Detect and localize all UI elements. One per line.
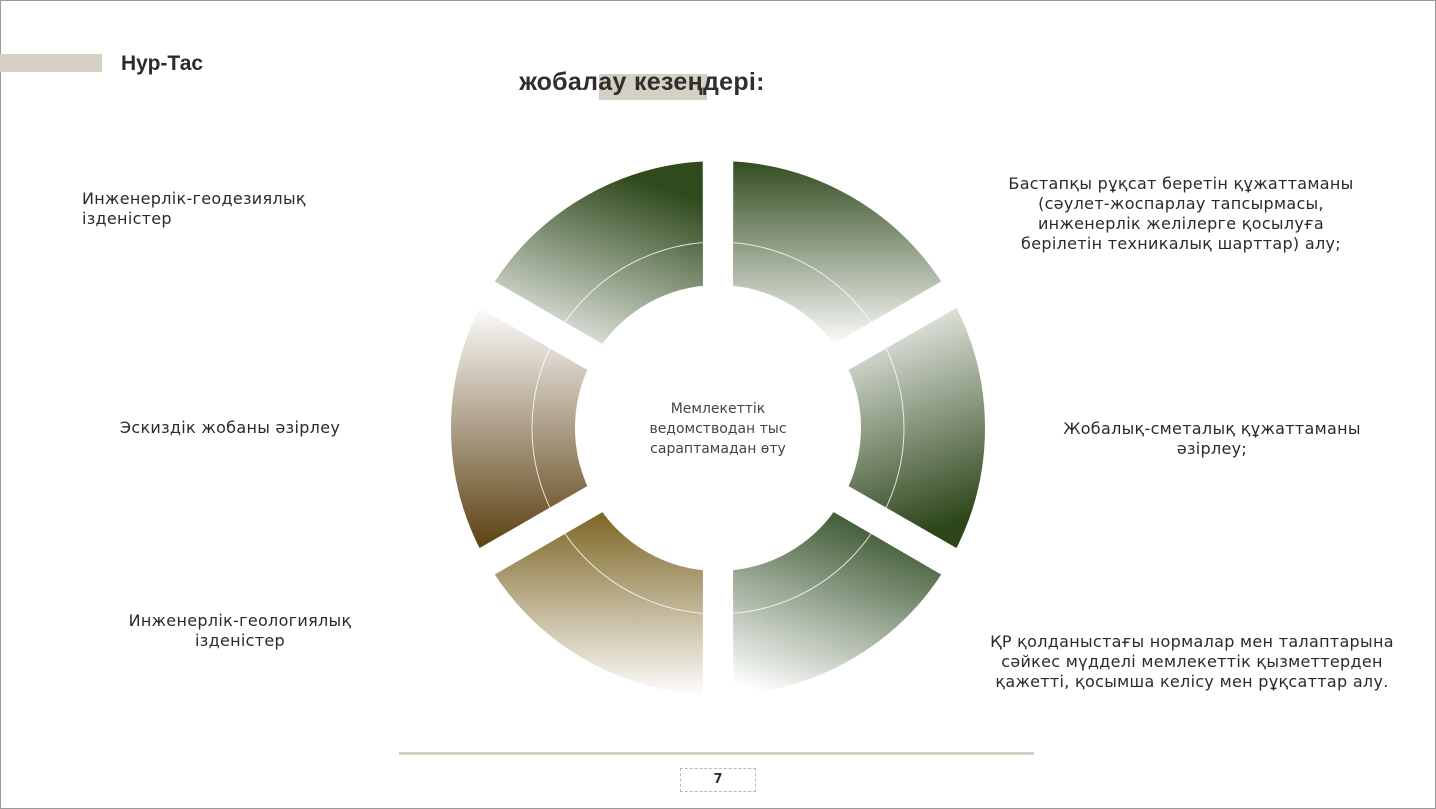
label-geodesy: Инженерлік-геодезиялық ізденістер <box>82 189 306 228</box>
label-permits: Бастапқы рұқсат беретін құжаттаманы (сәулет-жоспарлау тапсырмасы, инженерлік желілерге қосылуға берілетін техникалық шарттар) алу; <box>1008 174 1354 253</box>
segment-right <box>845 304 988 553</box>
segment-bottom-right <box>730 508 945 698</box>
page-number: 7 <box>680 768 756 792</box>
label-sketch: Эскиздік жобаны әзірлеу <box>119 418 341 437</box>
title-container <box>0 68 1436 97</box>
label-approvals: ҚР қолданыстағы нормалар мен талаптарына сәйкес мүдделі мемлекеттік қызметтерден қажетті, қосымша келісу мен рұқсаттар алу. <box>990 632 1394 691</box>
segment-left <box>448 304 591 553</box>
slide-title: жобалау кезеңдері: <box>519 68 765 96</box>
segment-bottom-left <box>491 508 706 698</box>
brand-name: Нур-Тас <box>121 52 204 75</box>
segment-top-left <box>491 158 706 348</box>
label-geology: Инженерлік-геологиялық ізденістер <box>128 611 352 650</box>
segment-top-right <box>730 158 945 348</box>
label-design-estimate: Жобалық-сметалық құжаттаманы әзірлеу; <box>1063 419 1361 458</box>
center-text: Мемлекеттік ведомстводан тыс сараптамадан өту <box>649 401 787 457</box>
footer-line <box>399 752 1034 755</box>
